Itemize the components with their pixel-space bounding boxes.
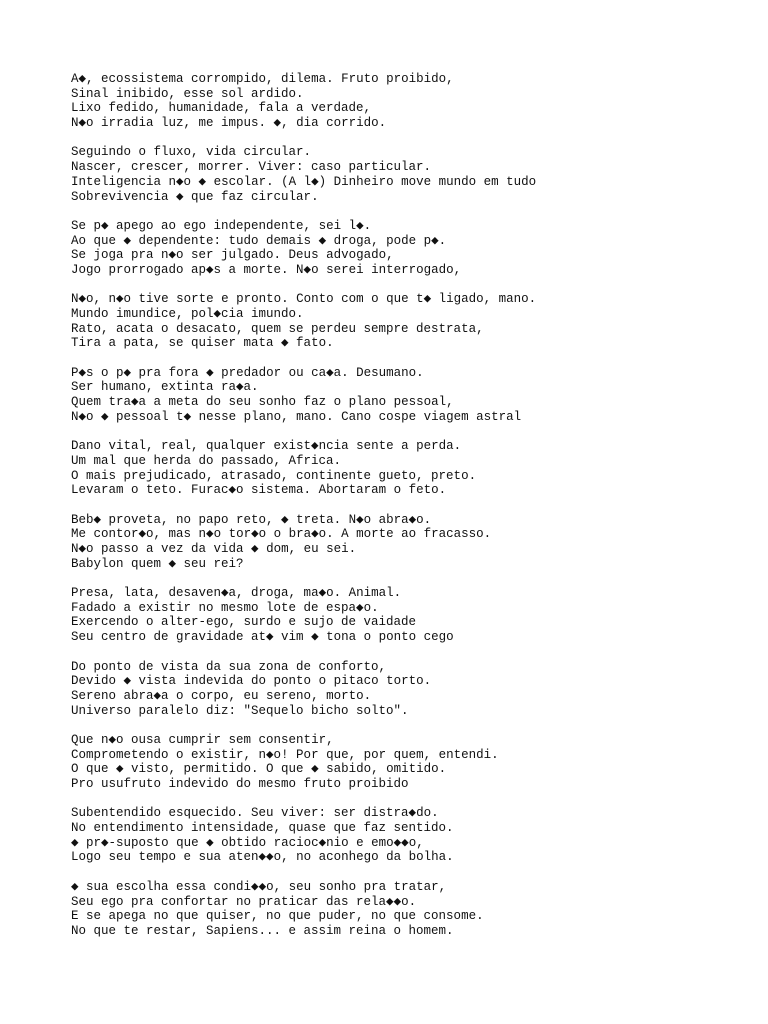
poem-line: N◆o irradia luz, me impus. ◆, dia corrido. (71, 116, 387, 131)
stanza-5 (71, 366, 751, 425)
stanza-1 (71, 72, 751, 131)
poem-line: ◆ pr◆-suposto que ◆ obtido racioc◆nio e emo◆◆o, (71, 835, 424, 850)
poem-line: Pro usufruto indevido do mesmo fruto proibido (71, 777, 409, 791)
stanza-3 (71, 219, 751, 278)
poem-line: Logo seu tempo e sua aten◆◆o, no aconhego da bolha. (71, 850, 454, 865)
poem-line: O que ◆ visto, permitido. O que ◆ sabido, omitido. (71, 762, 447, 777)
poem-line: Presa, lata, desaven◆a, droga, ma◆o. Animal. (71, 586, 402, 601)
poem-line: Ao que ◆ dependente: tudo demais ◆ droga, pode p◆. (71, 233, 447, 248)
poem-line: Seu centro de gravidade at◆ vim ◆ tona o ponto cego (71, 630, 454, 645)
stanza-11 (71, 806, 751, 865)
poem-line: O mais prejudicado, atrasado, continente gueto, preto. (71, 468, 477, 483)
poem-line: No entendimento intensidade, quase que faz sentido. (71, 821, 454, 836)
poem-line: Exercendo o alter-ego, surdo e sujo de vaidade (71, 615, 417, 630)
poem-line: Subentendido esquecido. Seu viver: ser distra◆do. (71, 806, 439, 821)
stanza-6 (71, 439, 751, 498)
poem-line: Se joga pra n◆o ser julgado. Deus advogado, (71, 248, 394, 263)
poem-line: Inteligencia n◆o ◆ escolar. (A l◆) Dinheiro move mundo em tudo (71, 174, 537, 189)
poem-line: Se p◆ apego ao ego independente, sei l◆. (71, 218, 372, 233)
poem-line: Sobrevivencia ◆ que faz circular. (71, 189, 319, 204)
stanza-8 (71, 586, 751, 645)
poem-line: N◆o, n◆o tive sorte e pronto. Conto com o que t◆ ligado, mano. (71, 292, 537, 307)
poem-line: P◆s o p◆ pra fora ◆ predador ou ca◆a. Desumano. (71, 365, 424, 380)
poem-line: Fadado a existir no mesmo lote de espa◆o. (71, 600, 379, 615)
poem-line: Um mal que herda do passado, Africa. (71, 453, 342, 468)
poem-line: Me contor◆o, mas n◆o tor◆o o bra◆o. A morte ao fracasso. (71, 527, 492, 542)
poem-line: N◆o ◆ pessoal t◆ nesse plano, mano. Cano cospe viagem astral (71, 409, 522, 424)
poem-line: Quem tra◆a a meta do seu sonho faz o plano pessoal, (71, 395, 454, 410)
poem-line: Ser humano, extinta ra◆a. (71, 380, 259, 395)
poem-line: A◆, ecossistema corrompido, dilema. Fruto proibido, (71, 72, 454, 86)
stanza-12 (71, 880, 751, 939)
poem-line: Seu ego pra confortar no praticar das rela◆◆o. (71, 894, 417, 909)
poem-line: Sereno abra◆a o corpo, eu sereno, morto. (71, 688, 372, 703)
stanza-4 (71, 292, 751, 351)
poem-line: Do ponto de vista da sua zona de conforto, (71, 659, 387, 674)
poem-line: Levaram o teto. Furac◆o sistema. Abortaram o feto. (71, 483, 447, 498)
poem-line: Seguindo o fluxo, vida circular. (71, 145, 312, 160)
poem-line: Universo paralelo diz: "Sequelo bicho solto". (71, 703, 409, 718)
poem-line: Mundo imundice, pol◆cia imundo. (71, 307, 304, 321)
poem-line: Dano vital, real, qualquer exist◆ncia sente a perda. (71, 439, 462, 454)
poem-line: ◆ sua escolha essa condi◆◆o, seu sonho pra tratar, (71, 879, 447, 894)
poem-line: Comprometendo o existir, n◆o! Por que, por quem, entendi. (71, 747, 499, 762)
stanza-7 (71, 513, 751, 572)
poem-line: Tira a pata, se quiser mata ◆ fato. (71, 336, 334, 351)
stanza-10 (71, 733, 751, 792)
poem-text (71, 72, 751, 953)
poem-line: N◆o passo a vez da vida ◆ dom, eu sei. (71, 542, 357, 556)
poem-line: No que te restar, Sapiens... e assim reina o homem. (71, 923, 454, 938)
poem-line: Lixo fedido, humanidade, fala a verdade, (71, 101, 372, 116)
poem-line: Rato, acata o desacato, quem se perdeu sempre destrata, (71, 321, 484, 336)
poem-line: Jogo prorrogado ap◆s a morte. N◆o serei interrogado, (71, 262, 462, 277)
poem-line: Nascer, crescer, morrer. Viver: caso particular. (71, 160, 432, 175)
poem-line: Beb◆ proveta, no papo reto, ◆ treta. N◆o abra◆o. (71, 512, 432, 527)
poem-line: Sinal inibido, esse sol ardido. (71, 86, 304, 101)
stanza-9 (71, 660, 751, 719)
poem-line: Devido ◆ vista indevida do ponto o pitaco torto. (71, 674, 432, 689)
poem-line: E se apega no que quiser, no que puder, no que consome. (71, 909, 484, 924)
poem-line: Babylon quem ◆ seu rei? (71, 556, 244, 571)
stanza-2 (71, 145, 751, 204)
poem-line: Que n◆o ousa cumprir sem consentir, (71, 732, 334, 747)
